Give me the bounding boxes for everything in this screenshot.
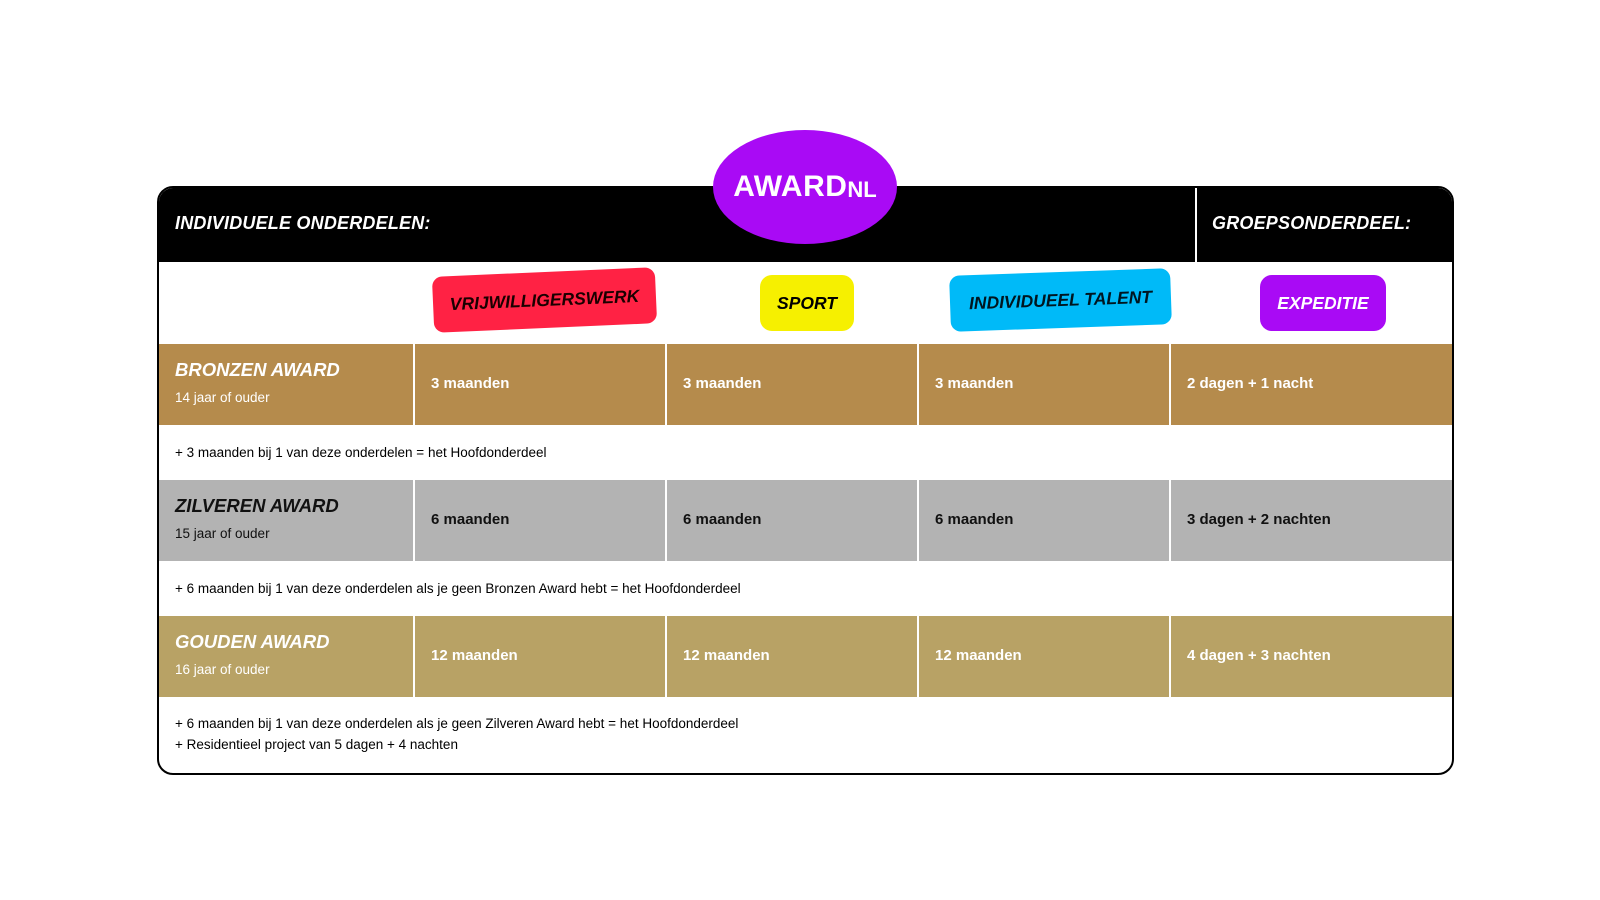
value-text: 6 maanden <box>935 511 1014 528</box>
award-age: 15 jaar of ouder <box>175 526 270 541</box>
award-label-cell <box>159 616 413 697</box>
note-line: + 6 maanden bij 1 van deze onderdelen als je geen Bronzen Award hebt = het Hoofdonderdeel <box>175 581 741 596</box>
award-label-cell <box>159 480 413 561</box>
note-line: + 3 maanden bij 1 van deze onderdelen = het Hoofdonderdeel <box>175 445 547 460</box>
value-text: 12 maanden <box>683 647 770 664</box>
note-row-bronze <box>159 425 1452 480</box>
value-cell-individueel-talent <box>917 616 1169 697</box>
value-text: 3 maanden <box>683 375 762 392</box>
value-cell-expeditie <box>1169 616 1452 697</box>
value-cell-individueel-talent <box>917 480 1169 561</box>
value-text: 6 maanden <box>431 511 510 528</box>
header-divider <box>1195 188 1197 262</box>
value-text: 12 maanden <box>935 647 1022 664</box>
award-overview-table <box>157 186 1454 775</box>
category-tag-sport: SPORT <box>760 275 854 331</box>
value-cell-vrijwilligerswerk <box>413 344 665 425</box>
award-row-bronze <box>159 344 1452 425</box>
value-text: 12 maanden <box>431 647 518 664</box>
group-section-title: GROEPSONDERDEEL: <box>1212 213 1412 233</box>
value-text: 3 maanden <box>431 375 510 392</box>
award-age: 14 jaar of ouder <box>175 390 270 405</box>
value-text: 4 dagen + 3 nachten <box>1187 647 1331 664</box>
award-label-cell <box>159 344 413 425</box>
award-name: ZILVEREN AWARD <box>175 495 339 516</box>
category-tag-vrijwilligerswerk: VRIJWILLIGERSWERK <box>432 267 657 333</box>
value-cell-sport <box>665 480 917 561</box>
category-tag-expeditie: EXPEDITIE <box>1260 275 1386 331</box>
logo-brand: AWARD <box>733 170 848 203</box>
value-cell-vrijwilligerswerk <box>413 616 665 697</box>
value-text: 3 dagen + 2 nachten <box>1187 511 1331 528</box>
value-text: 2 dagen + 1 nacht <box>1187 375 1314 392</box>
note-row-gold <box>159 697 1452 773</box>
value-cell-sport <box>665 344 917 425</box>
category-tag-individueel-talent: INDIVIDUEEL TALENT <box>949 268 1172 332</box>
value-cell-expeditie <box>1169 480 1452 561</box>
value-text: 3 maanden <box>935 375 1014 392</box>
logo-suffix: NL <box>847 177 877 202</box>
award-age: 16 jaar of ouder <box>175 662 270 677</box>
value-cell-vrijwilligerswerk <box>413 480 665 561</box>
award-row-silver <box>159 480 1452 561</box>
note-row-silver <box>159 561 1452 616</box>
value-cell-sport <box>665 616 917 697</box>
category-row <box>159 262 1452 344</box>
note-line: + Residentieel project van 5 dagen + 4 nachten <box>175 737 458 752</box>
award-row-gold <box>159 616 1452 697</box>
award-name: BRONZEN AWARD <box>175 359 340 380</box>
award-name: GOUDEN AWARD <box>175 631 330 652</box>
note-line: + 6 maanden bij 1 van deze onderdelen als je geen Zilveren Award hebt = het Hoofdonderdeel <box>175 716 739 731</box>
value-text: 6 maanden <box>683 511 762 528</box>
awardnl-logo <box>713 130 897 244</box>
individual-sections-title: INDIVIDUELE ONDERDELEN: <box>175 213 431 233</box>
value-cell-individueel-talent <box>917 344 1169 425</box>
value-cell-expeditie <box>1169 344 1452 425</box>
